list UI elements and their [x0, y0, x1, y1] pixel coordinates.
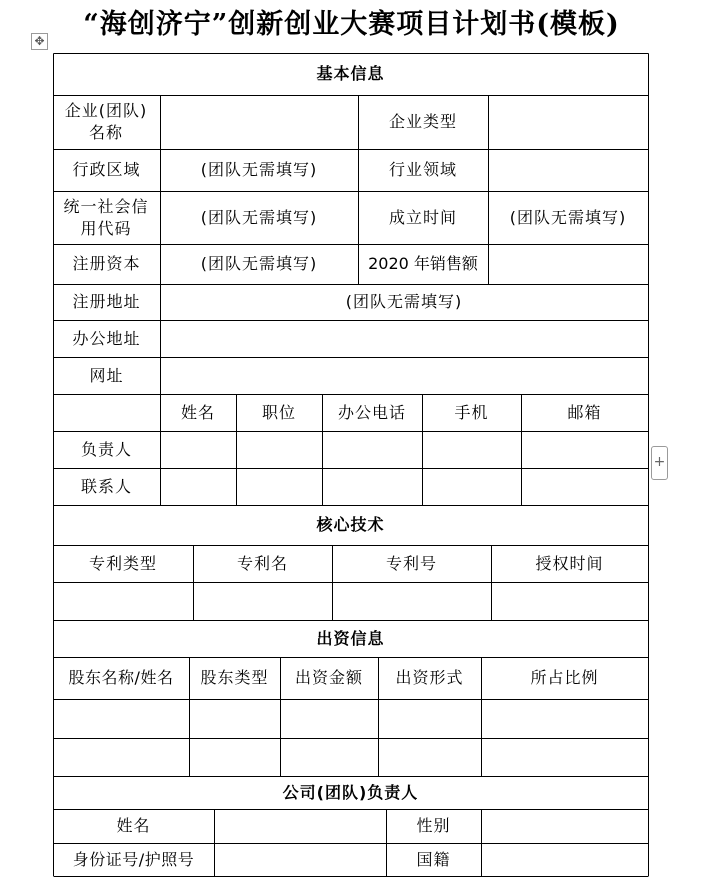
gender-field[interactable]: [481, 809, 648, 843]
sales-field[interactable]: [488, 244, 648, 284]
nationality-field[interactable]: [481, 843, 648, 876]
contact-row-leader-label: 负责人: [80, 439, 132, 459]
tech-header-grant-date: 授权时间: [535, 553, 604, 573]
capital-header-form: 出资形式: [395, 668, 464, 687]
office-address-label: 办公地址: [72, 328, 141, 348]
contact-mobile-cell[interactable]: [422, 468, 521, 505]
sales-label: 2020 年销售额: [368, 254, 478, 273]
credit-code-label: 统一社会信用代码: [63, 196, 149, 238]
tech-header-patent-type: 专利类型: [88, 553, 157, 573]
form-cell[interactable]: [378, 699, 481, 738]
tech-header-patent-name: 专利名: [236, 553, 288, 573]
district-field[interactable]: (团队无需填写): [200, 160, 318, 179]
section-core-tech: 核心技术: [316, 515, 385, 534]
leader-position-cell[interactable]: [236, 431, 322, 468]
gender-label: 性别: [416, 816, 451, 835]
leader-name-label: 姓名: [116, 816, 151, 835]
shareholder-type-cell[interactable]: [189, 699, 280, 738]
leader-name-cell[interactable]: [160, 431, 236, 468]
leader-email-cell[interactable]: [521, 431, 648, 468]
amount-cell[interactable]: [280, 699, 378, 738]
contact-row-contact-label: 联系人: [80, 476, 132, 496]
reg-address-label: 注册地址: [72, 292, 141, 311]
district-label: 行政区域: [72, 160, 141, 179]
industry-field[interactable]: [488, 149, 648, 191]
contact-email-cell[interactable]: [521, 468, 648, 505]
website-label: 网址: [89, 365, 124, 385]
contact-header-name: 姓名: [180, 402, 215, 422]
contact-header-office-phone: 办公电话: [337, 402, 406, 422]
section-capital: 出资信息: [316, 628, 385, 648]
company-type-label: 企业类型: [388, 112, 457, 131]
leader-mobile-cell[interactable]: [422, 431, 521, 468]
grant-date-cell[interactable]: [491, 582, 648, 620]
ratio-cell[interactable]: [481, 699, 648, 738]
patent-type-cell[interactable]: [53, 582, 193, 620]
ratio-cell[interactable]: [481, 738, 648, 776]
move-icon: ✥: [34, 34, 45, 48]
founded-label: 成立时间: [388, 207, 457, 227]
leader-office-phone-cell[interactable]: [322, 431, 422, 468]
reg-address-field[interactable]: (团队无需填写): [345, 292, 463, 311]
shareholder-cell[interactable]: [53, 738, 189, 776]
website-field[interactable]: [160, 357, 648, 394]
amount-cell[interactable]: [280, 738, 378, 776]
capital-header-shareholder-type: 股东类型: [200, 668, 269, 687]
form-cell[interactable]: [378, 738, 481, 776]
leader-name-field[interactable]: [214, 809, 386, 843]
contact-position-cell[interactable]: [236, 468, 322, 505]
capital-header-ratio: 所占比例: [530, 668, 599, 687]
contact-office-phone-cell[interactable]: [322, 468, 422, 505]
add-row-button[interactable]: [651, 446, 668, 480]
industry-label: 行业领域: [388, 160, 457, 179]
section-leader: 公司(团队)负责人: [282, 782, 419, 802]
company-name-field[interactable]: [160, 95, 358, 149]
shareholder-cell[interactable]: [53, 699, 189, 738]
table-move-handle[interactable]: [31, 33, 48, 50]
page-title: “海创济宁”创新创业大赛项目计划书(模板): [83, 9, 620, 40]
contact-header-mobile: 手机: [454, 402, 489, 422]
contact-header-email: 邮箱: [567, 402, 602, 422]
id-label: 身份证号/护照号: [72, 849, 195, 869]
nationality-label: 国籍: [416, 849, 451, 869]
tech-header-patent-number: 专利号: [385, 553, 437, 573]
capital-header-amount: 出资金额: [294, 668, 363, 687]
office-address-field[interactable]: [160, 320, 648, 357]
reg-capital-label: 注册资本: [72, 254, 141, 273]
patent-number-cell[interactable]: [332, 582, 491, 620]
id-field[interactable]: [214, 843, 386, 876]
contact-header-position: 职位: [261, 402, 296, 422]
reg-capital-field[interactable]: (团队无需填写): [200, 254, 318, 273]
shareholder-type-cell[interactable]: [189, 738, 280, 776]
patent-name-cell[interactable]: [193, 582, 332, 620]
capital-header-shareholder: 股东名称/姓名: [68, 668, 174, 687]
company-name-label: 企业(团队)名称: [64, 101, 148, 142]
contact-name-cell[interactable]: [160, 468, 236, 505]
credit-code-field[interactable]: (团队无需填写): [200, 207, 318, 227]
plus-icon: +: [653, 454, 666, 470]
company-type-field[interactable]: [488, 95, 648, 149]
section-basic-info: 基本信息: [316, 64, 385, 83]
founded-field[interactable]: (团队无需填写): [509, 207, 627, 227]
